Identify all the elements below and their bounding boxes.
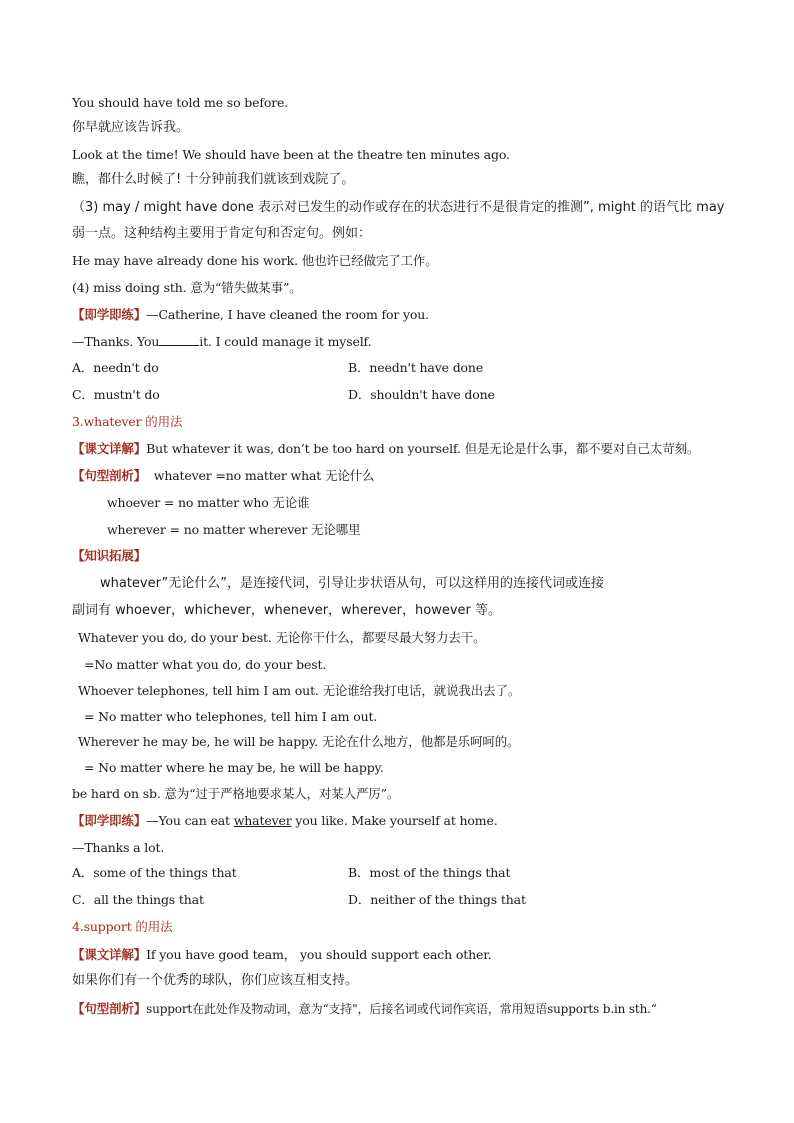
question-line: —Thanks a lot. (72, 840, 165, 855)
knowledge-extension (72, 548, 146, 564)
example-sentence: Whoever telephones, tell him I am out. 无论谁给我打电话，就说我出去了。 (78, 683, 521, 698)
text-explanation (72, 947, 492, 963)
translation: 你早就应该告诉我。 (72, 120, 190, 135)
example-sentence: = No matter who telephones, tell him I am out. (84, 709, 378, 724)
example-sentence: Whatever you do, do your best. 无论你干什么，都要尽最大努力去干。 (78, 630, 486, 645)
explain-tag: 【课文详解】 (72, 441, 147, 456)
option-d: D．shouldn't have done (348, 387, 495, 402)
analysis-text: whatever =no matter what 无论什么 (153, 468, 375, 483)
option-b: B．most of the things that (348, 865, 511, 880)
practice-question (72, 813, 498, 829)
translation: 如果你们有一个优秀的球队，你们应该互相支持。 (72, 973, 359, 988)
example-sentence: Look at the time! We should have been at the theatre ten minutes ago. (72, 147, 510, 162)
option-a: A．needn't do (72, 360, 159, 375)
underlined-word: whatever (233, 813, 292, 828)
option-a: A．some of the things that (72, 865, 237, 880)
section-heading: 4.support 的用法 (72, 919, 173, 934)
pattern-analysis (72, 468, 374, 484)
extension-tag: 【知识拓展】 (72, 548, 147, 563)
pattern-analysis (72, 1001, 657, 1017)
explain-text: But whatever it was, don’t be too hard on yourself. 但是无论是什么事，都不要对自己太苛刻。 (146, 441, 700, 456)
question-text: it. I could manage it myself. (199, 334, 372, 349)
analysis-tag: 【句型剖析】 (72, 468, 147, 483)
question-text: —You can eat (146, 813, 230, 828)
option-d: D．neither of the things that (348, 892, 526, 907)
example-sentence: =No matter what you do, do your best. (84, 657, 327, 672)
analysis-tag: 【句型剖析】 (72, 1001, 147, 1016)
pattern-line: whoever = no matter who 无论谁 (107, 495, 310, 510)
grammar-note: （3) may / might have done 表示对已发生的动作或存在的状态进行不是很肯定的推测”, might 的语气比 may (72, 200, 725, 215)
practice-tag: 【即学即练】 (72, 813, 147, 828)
example-sentence: Wherever he may be, he will be happy. 无论在什么地方，他都是乐呵呵的。 (78, 734, 520, 749)
explain-text: If you have good team， you should support each other. (146, 947, 492, 962)
option-c: C．mustn't do (72, 387, 160, 402)
text-explanation (72, 441, 699, 457)
section-heading: 3.whatever 的用法 (72, 414, 183, 429)
practice-question (72, 307, 429, 323)
question-line (72, 334, 371, 350)
practice-tag: 【即学即练】 (72, 307, 147, 322)
question-text: you like. Make yourself at home. (295, 813, 498, 828)
grammar-note: be hard on sb. 意为“过于严格地要求某人，对某人严厉”。 (72, 786, 400, 801)
extension-text: whatever”无论什么”，是连接代词，引导让步状语从句，可以这样用的连接代词或连接 (100, 576, 604, 591)
option-b: B．needn't have done (348, 360, 484, 375)
translation: 瞧，都什么时候了! 十分钟前我们就该到戏院了。 (72, 172, 355, 187)
question-text: —Catherine, I have cleaned the room for you. (146, 307, 429, 322)
extension-text: 副词有 whoever，whichever，whenever，wherever，however 等。 (72, 603, 501, 618)
pattern-line: wherever = no matter wherever 无论哪里 (107, 522, 361, 537)
example-sentence: You should have told me so before. (72, 95, 289, 110)
analysis-text: support在此处作及物动词，意为“支持"，后接名词或代词作宾语，常用短语supports b.in sth.“ (146, 1002, 657, 1016)
grammar-note: (4) miss doing sth. 意为“错失做某事”。 (72, 280, 302, 295)
grammar-note: 弱一点。这种结构主要用于肯定句和否定句。例如： (72, 226, 372, 241)
question-text: —Thanks. You (72, 334, 160, 349)
example-sentence: = No matter where he may be, he will be happy. (84, 760, 384, 775)
explain-tag: 【课文详解】 (72, 947, 147, 962)
example-sentence: He may have already done his work. 他也许已经做完了工作。 (72, 253, 438, 268)
option-c: C．all the things that (72, 892, 204, 907)
answer-blank (159, 334, 199, 346)
